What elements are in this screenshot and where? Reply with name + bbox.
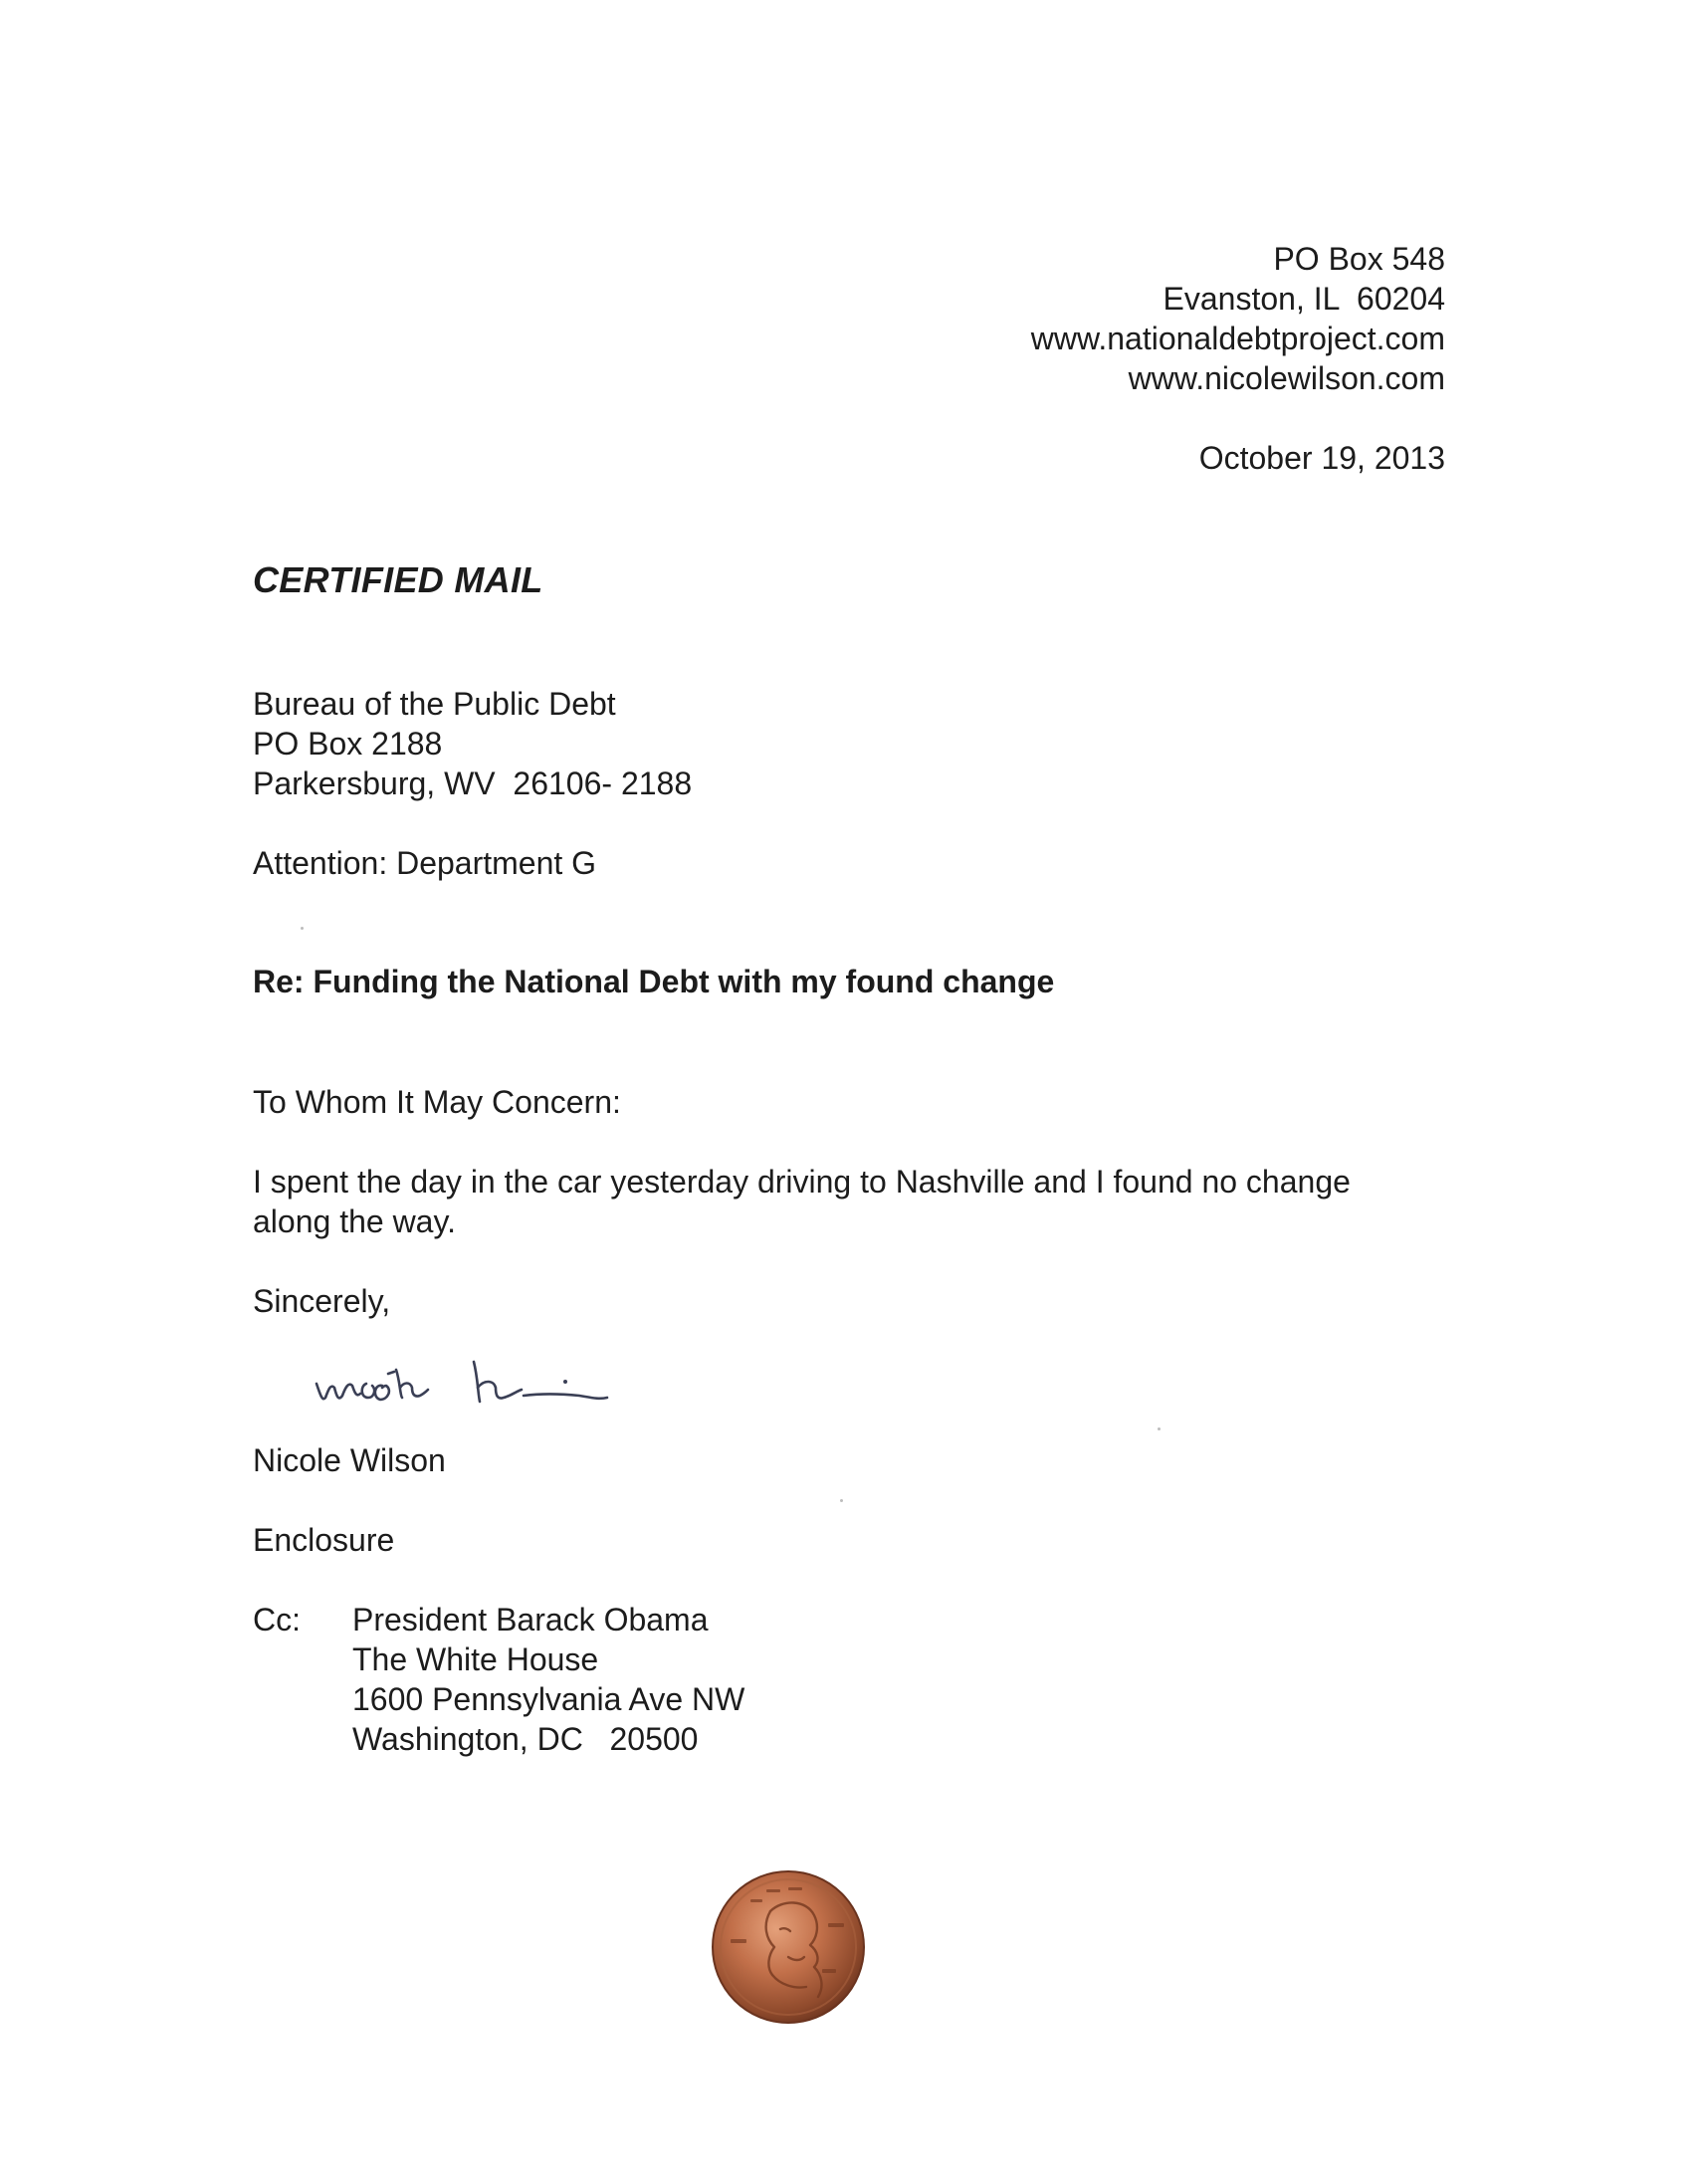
scan-speck: [840, 1499, 843, 1502]
penny-coin-icon: [711, 1869, 866, 2025]
letter-date: October 19, 2013: [1198, 440, 1445, 476]
signer-name: Nicole Wilson: [253, 1442, 446, 1478]
cc-organization: The White House: [352, 1641, 599, 1677]
subject-line: Re: Funding the National Debt with my found change: [253, 964, 1055, 999]
enclosure-note: Enclosure: [253, 1522, 395, 1558]
cc-label: Cc:: [253, 1602, 301, 1638]
recipient-po-box: PO Box 2188: [253, 726, 443, 762]
attention-line: Attention: Department G: [253, 845, 597, 881]
handwritten-signature: [309, 1326, 667, 1425]
cc-address-block: [352, 1600, 744, 1759]
scan-speck: [301, 927, 304, 930]
sender-website-personal: www.nicolewilson.com: [1128, 360, 1445, 396]
body-paragraph: [253, 1162, 1447, 1241]
body-line: I spent the day in the car yesterday driving to Nashville and I found no change: [253, 1164, 1351, 1200]
scan-speck: [1158, 1427, 1161, 1430]
recipient-name: Bureau of the Public Debt: [253, 686, 616, 722]
cc-recipient-name: President Barack Obama: [352, 1602, 709, 1638]
sender-city-state-zip: Evanston, IL 60204: [1163, 281, 1445, 317]
closing: Sincerely,: [253, 1283, 391, 1319]
certified-mail-heading: CERTIFIED MAIL: [253, 559, 543, 600]
sender-address-block: [1031, 239, 1445, 398]
cc-city-state-zip: Washington, DC 20500: [352, 1721, 699, 1757]
salutation: To Whom It May Concern:: [253, 1084, 621, 1120]
recipient-address-block: [253, 684, 692, 803]
sender-website-project: www.nationaldebtproject.com: [1030, 321, 1445, 356]
body-line: along the way.: [253, 1203, 456, 1239]
cc-street-address: 1600 Pennsylvania Ave NW: [352, 1681, 745, 1717]
recipient-city-state-zip: Parkersburg, WV 26106- 2188: [253, 765, 693, 801]
sender-po-box: PO Box 548: [1273, 241, 1445, 277]
